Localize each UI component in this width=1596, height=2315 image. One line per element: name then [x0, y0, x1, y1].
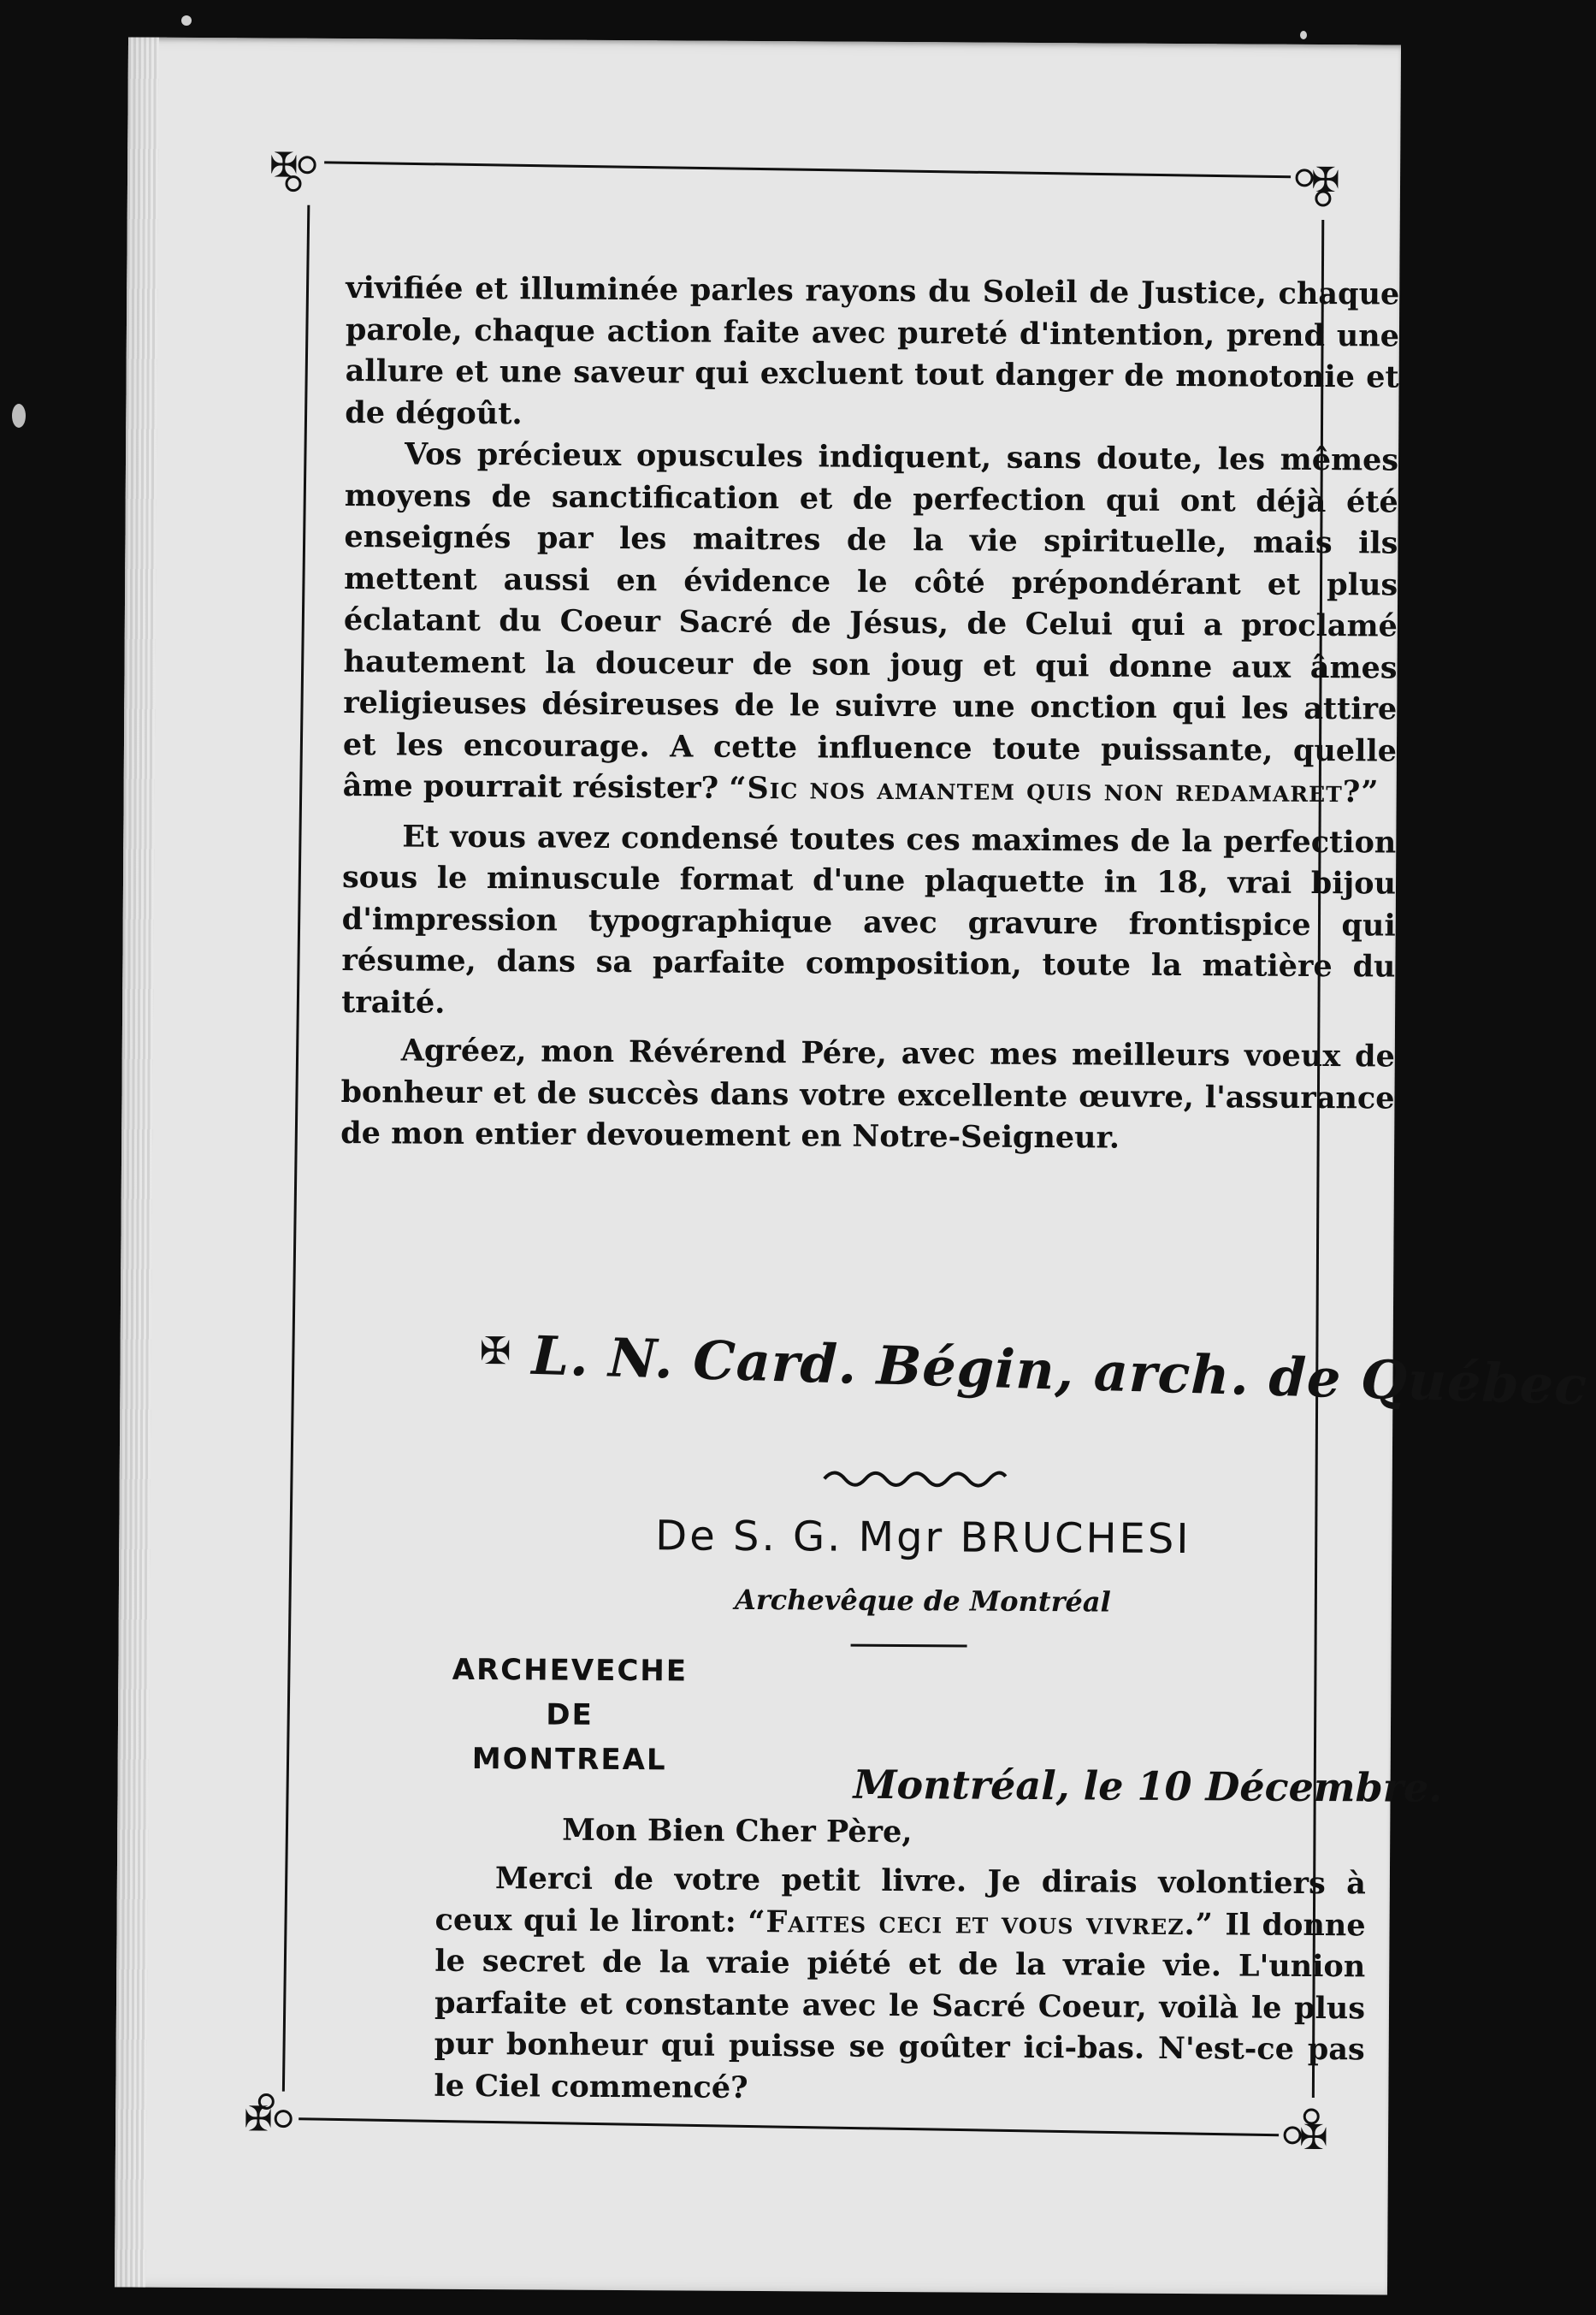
border-bottom-line	[299, 2119, 1279, 2135]
corner-ring	[1297, 170, 1312, 186]
paragraph-5-quote: “Faites ceci et vous vivrez.”	[748, 1904, 1215, 1942]
corner-ring	[275, 2111, 291, 2127]
letterhead-line: ARCHEVECHE	[452, 1652, 689, 1689]
letterhead-line: DE	[546, 1697, 594, 1732]
paragraph-2	[343, 434, 1399, 814]
letterhead-line: MONTREAL	[471, 1741, 667, 1778]
signature-cross-icon: ✠	[479, 1329, 511, 1374]
dust-speck	[1300, 31, 1307, 39]
paragraph-5	[434, 1858, 1366, 2113]
latin-quotation: “Sic nos amantem quis non redamaret?”	[729, 770, 1380, 810]
paragraph-4: Agréez, mon Révérend Pére, avec mes meilleurs voeux de bonheur et de succès dans votre excellente œuvre, l'assurance de mon entier devouement en Notre-Seigneur.	[340, 1033, 1395, 1156]
cross-icon: ✠	[269, 145, 299, 186]
cross-icon: ✠	[244, 2099, 273, 2140]
border-left-line	[283, 205, 308, 2092]
corner-ring	[299, 157, 315, 173]
letterhead	[441, 1648, 699, 1783]
corner-ring	[1285, 2128, 1300, 2143]
letter-text-1	[340, 268, 1399, 1161]
dust-speck	[12, 404, 26, 428]
cross-icon: ✠	[1310, 160, 1340, 201]
section-heading: De S. G. Mgr BRUCHESI	[655, 1512, 1191, 1564]
wave-ornament	[823, 1465, 1008, 1486]
paragraph-5-text-a: Merci de votre petit livre. Je dirais volontiers à ceux qui le liront:	[434, 1861, 1367, 1939]
paragraph-2-text: Vos précieux opuscules indiquent, sans doute, les mêmes moyens de sanctification et de perfection qui ont déjà été enseignés par les maitres de la vie spirituelle, mais ils mettent aussi en évidence le côté prépondérant et plus éclatant du Coeur Sacré de Jésus, de Celui qui a proclamé hautement la douceur de son joug et qui donne aux âmes religieuses désireuses de le suivre une onction qui les attire et les encourage. A cette influence toute puissante, quelle âme pourrait résister?	[342, 436, 1399, 806]
signature-text: L. N. Card. Bégin, arch. de Québec	[530, 1323, 1588, 1418]
letter-text-2	[434, 1858, 1366, 2113]
salutation: Mon Bien Cher Père,	[562, 1812, 913, 1850]
dateline: Montréal, le 10 Décembre.	[853, 1761, 1443, 1811]
section-subheading: Archevêque de Montréal	[734, 1583, 1111, 1619]
paragraph-1: vivifiée et illuminée parles rayons du Soleil de Justice, chaque parole, chaque action faite avec pureté d'intention, prend une allure et une saveur qui excluent tout danger de monotonie et de dégoût.	[345, 270, 1400, 431]
paragraph-5-text-b: Il donne le secret de la vraie piété et de la vraie vie. L'union parfaite et constante avec le Sacré Coeur, voilà le plus pur bonheur qui puisse se goûter ici-bas. N'est-ce pas le Ciel commencé?	[434, 1906, 1366, 2105]
border-top-line	[324, 163, 1291, 177]
paragraph-3: Et vous avez condensé toutes ces maximes de la perfection sous le minuscule format d'une plaquette in 18, vrai bijou d'impression typographique avec gravure frontispice qui résume, dans sa parfaite composition, toute la matière du traité.	[341, 818, 1397, 1021]
book-page	[115, 37, 1588, 2294]
cross-icon: ✠	[1298, 2117, 1328, 2158]
dust-speck	[181, 15, 192, 26]
